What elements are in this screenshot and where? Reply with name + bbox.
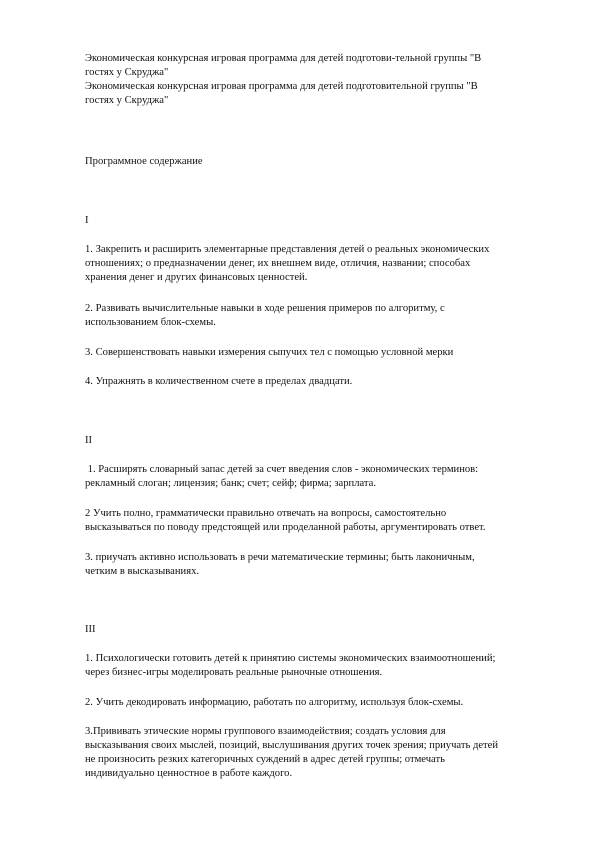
paragraph: 2 Учить полно, грамматически правильно отвечать на вопросы, самостоятельно высказываться по поводу предстоящей или проделанной работы, аргументировать ответ. — [85, 508, 486, 533]
title-line: Экономическая конкурсная игровая программа для детей подготовительной группы "В — [85, 81, 478, 92]
paragraph: 4. Упражнять в количественном счете в пределах двадцати. — [85, 376, 353, 387]
section-label-2: II — [85, 435, 93, 446]
title-line: гостях у Скруджа" — [85, 67, 169, 78]
paragraph: 2. Учить декодировать информацию, работать по алгоритму, используя блок-схемы. — [85, 697, 464, 708]
paragraph: 1. Психологически готовить детей к принятию системы экономических взаимоотношений; через бизнес-игры моделировать реальные рыночные отношения. — [85, 653, 496, 678]
title-line: Экономическая конкурсная игровая программа для детей подготови-тельной группы "В — [85, 53, 482, 64]
section-heading — [85, 155, 555, 169]
document-title — [85, 52, 555, 108]
section-label-3: III — [85, 624, 96, 635]
title-line: гостях у Скруджа" — [85, 95, 169, 106]
paragraph: 3. Совершенствовать навыки измерения сыпучих тел с помощью условной мерки — [85, 347, 454, 358]
paragraph: 1. Расширять словарный запас детей за счет введения слов - экономических терминов: рекламный слоган; лицензия; банк; счет; сейф; фирма; зарплата. — [85, 464, 479, 489]
paragraph: 3. приучать активно использовать в речи математические термины; быть лаконичным, четким в высказываниях. — [85, 552, 475, 577]
paragraph: 3.Прививать этические нормы группового взаимодействия; создать условия для высказывания своих мыслей, позиций, выслушивания других точек зрения; приучать детей не произносить резких категоричных суждений в адрес детей группы; отмечать индивидуально ценностное в работе каждого. — [85, 726, 499, 779]
paragraph: 1. Закрепить и расширить элементарные представления детей о реальных экономических отношениях; о предназначении денег, их внешнем виде, отличия, названии; способах хранения денег и других финансовых ценностей. — [85, 244, 490, 283]
heading-text: Программное содержание — [85, 156, 203, 167]
paragraph: 2. Развивать вычислительные навыки в ходе решения примеров по алгоритму, с использованием блок-схемы. — [85, 303, 445, 328]
section-label-1: I — [85, 215, 89, 226]
